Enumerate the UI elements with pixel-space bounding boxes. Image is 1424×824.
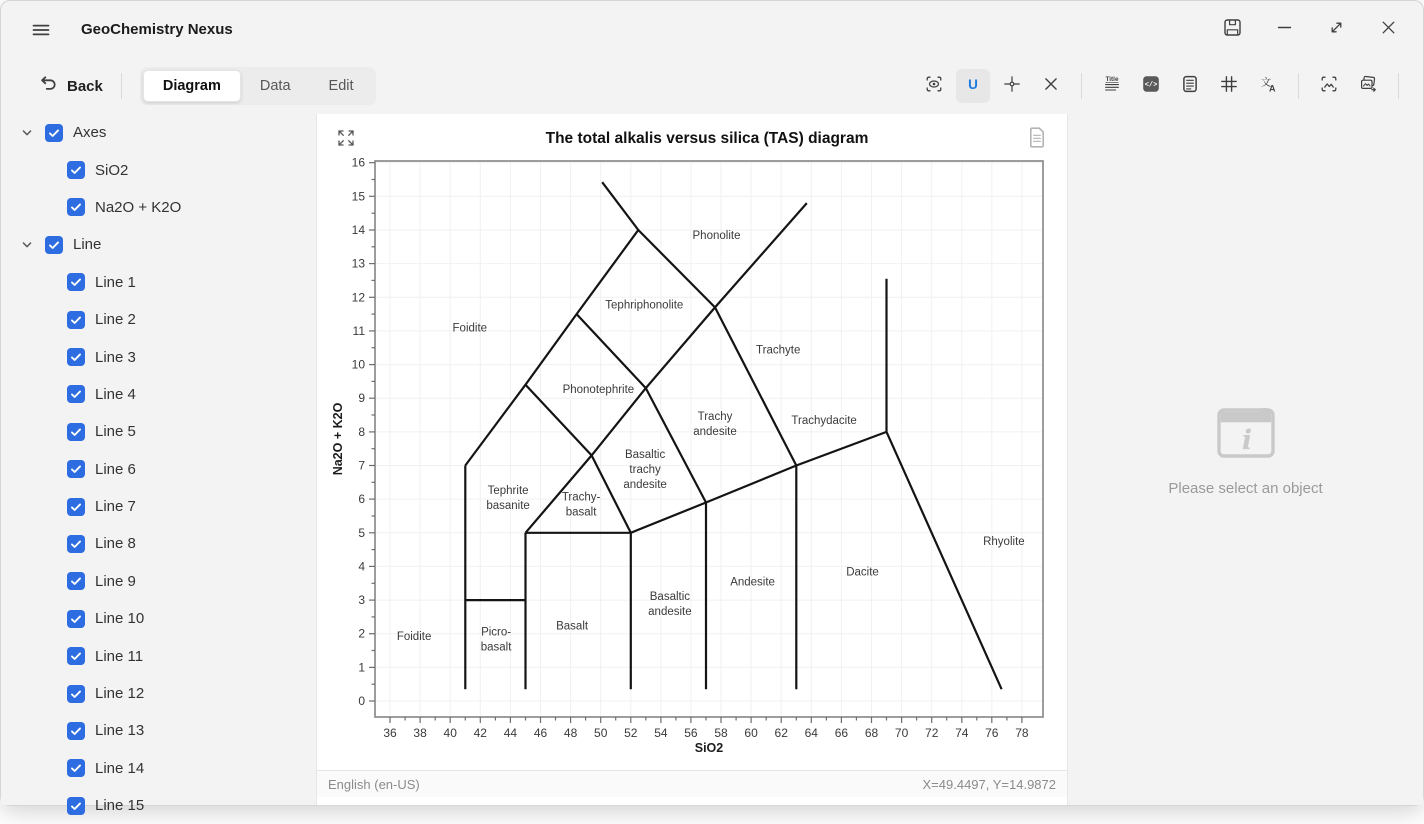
svg-text:1: 1 (358, 660, 365, 675)
tree-item-label: Line 3 (95, 348, 136, 366)
field-label-trachy-basalt: Trachy-basalt (561, 491, 601, 519)
crosshair-button[interactable] (995, 69, 1029, 103)
image-frame-icon (1320, 75, 1338, 98)
field-label-tephrite-basanite: Tephrite basanite (486, 485, 530, 512)
toolbar-tools (917, 69, 1407, 103)
remove-button[interactable] (1034, 69, 1068, 103)
svg-text:50: 50 (594, 726, 608, 740)
tas-boundary-line-11[interactable] (465, 182, 638, 465)
toolbar-divider (1298, 73, 1299, 99)
template-document-icon[interactable] (1031, 128, 1043, 147)
field-label-basalt: Basalt (556, 620, 589, 633)
svg-text:4: 4 (358, 559, 365, 574)
checkbox[interactable] (67, 311, 85, 329)
toolbar-divider (1398, 73, 1399, 99)
inspector-panel (1068, 114, 1423, 805)
svg-text:66: 66 (834, 726, 849, 740)
field-label-trachy-andesite: Trachy andesite (693, 410, 737, 438)
checkbox[interactable] (67, 273, 85, 291)
tree-item-label: Line 10 (95, 610, 145, 628)
field-label-phonotephrite: Phonotephrite (562, 383, 635, 396)
checkbox[interactable] (67, 348, 85, 366)
checkbox[interactable] (67, 385, 85, 403)
save-icon (1224, 19, 1241, 41)
svg-text:42: 42 (473, 726, 487, 740)
tab-diagram[interactable]: Diagram (143, 70, 241, 102)
svg-text:56: 56 (684, 726, 698, 740)
eye-frame-icon (925, 75, 943, 98)
translate-icon (1259, 75, 1277, 98)
svg-text:10: 10 (351, 357, 365, 372)
tab-edit[interactable]: Edit (328, 78, 354, 94)
tree-item-label: Line 4 (95, 385, 136, 403)
svg-text:70: 70 (894, 726, 909, 740)
grid-icon (1220, 75, 1238, 98)
svg-text:58: 58 (714, 726, 728, 740)
svg-text:62: 62 (774, 726, 788, 740)
toolbar-divider (1081, 73, 1082, 99)
tree-item-label: Line (73, 236, 102, 254)
sidebar-item-line-3[interactable] (1, 338, 316, 375)
tree-item-label: Axes (73, 124, 107, 142)
photos-icon (1359, 75, 1377, 98)
svg-text:2: 2 (358, 626, 365, 641)
preview-button[interactable] (917, 69, 951, 103)
svg-text:8: 8 (358, 424, 365, 439)
save-button[interactable] (1215, 15, 1249, 45)
sidebar-item-line-14[interactable] (1, 750, 316, 787)
svg-text:文: 文 (1260, 75, 1272, 88)
sidebar-item-line-7[interactable] (1, 488, 316, 525)
language-indicator: English (en-US) (328, 776, 420, 792)
sidebar-item-line-1[interactable] (1, 264, 316, 301)
tas-diagram-canvas[interactable] (317, 114, 1069, 775)
chart-title: The total alkalis versus silica (TAS) diagram (545, 130, 869, 147)
tree-item-label: Line 9 (95, 572, 136, 590)
close-button[interactable] (1371, 15, 1405, 45)
sidebar-item-axes[interactable] (1, 114, 316, 151)
tab-data[interactable]: Data (259, 78, 291, 94)
svg-text:5: 5 (358, 525, 365, 540)
back-button-label: Back (67, 77, 103, 95)
checkbox[interactable] (67, 647, 85, 665)
svg-text:68: 68 (864, 726, 879, 740)
grid-tool-button[interactable] (1212, 69, 1246, 103)
checkbox[interactable] (67, 610, 85, 628)
tree-item-label: Line 14 (95, 759, 145, 777)
field-label-tephriphonolite: Tephriphonolite (605, 299, 684, 312)
back-button[interactable] (39, 74, 103, 98)
checkbox[interactable] (67, 198, 85, 216)
snap-u-button[interactable] (956, 69, 990, 103)
minimize-button[interactable] (1267, 15, 1301, 45)
svg-text:</>: </> (1144, 81, 1158, 90)
list-tool-button[interactable] (1173, 69, 1207, 103)
chevron-down-icon[interactable] (21, 238, 35, 252)
svg-text:3: 3 (358, 593, 365, 608)
tas-diagram[interactable] (317, 114, 1069, 770)
close-x-icon (1042, 75, 1060, 98)
checkbox[interactable] (67, 685, 85, 703)
svg-text:16: 16 (351, 155, 365, 170)
tas-boundary-line-9[interactable] (887, 432, 1002, 689)
document-lines-icon (1181, 75, 1199, 98)
tree-item-label: Na2O + K2O (95, 198, 182, 216)
close-icon (1380, 19, 1397, 41)
diagram-panel (316, 114, 1068, 805)
sidebar-item-sio2[interactable] (1, 151, 316, 188)
y-axis-title: Na2O + K2O (331, 402, 345, 476)
svg-text:38: 38 (413, 726, 427, 740)
layers-sidebar (1, 114, 316, 815)
field-label-basaltic-andesite: Basaltic andesite (648, 590, 692, 618)
svg-text:7: 7 (358, 458, 365, 473)
svg-text:13: 13 (351, 256, 365, 271)
svg-text:60: 60 (744, 726, 758, 740)
svg-text:52: 52 (624, 726, 638, 740)
expand-diagram-icon[interactable] (339, 131, 353, 145)
svg-text:64: 64 (804, 726, 818, 740)
svg-text:A: A (1269, 83, 1276, 94)
field-label-trachydacite: Trachydacite (791, 415, 857, 428)
sidebar-item-line-8[interactable] (1, 525, 316, 562)
field-label-picro-basalt: Picro-basalt (480, 626, 512, 654)
field-label-andesite: Andesite (730, 576, 775, 589)
maximize-icon (1328, 19, 1345, 41)
svg-text:Title: Title (1105, 75, 1119, 83)
crosshair-icon (1003, 75, 1021, 98)
svg-text:48: 48 (563, 726, 578, 740)
tree-item-label: Line 2 (95, 311, 136, 329)
field-label-foidite: Foidite (452, 322, 488, 335)
checkbox[interactable] (67, 460, 85, 478)
checkbox[interactable] (67, 535, 85, 553)
window-controls (1215, 15, 1405, 45)
code-tool-button[interactable] (1134, 69, 1168, 103)
title-icon (1103, 75, 1121, 98)
tree-item-label: Line 7 (95, 498, 136, 516)
export-image-button[interactable] (1351, 69, 1385, 103)
minimize-icon (1276, 19, 1293, 41)
sidebar-item-line-13[interactable] (1, 712, 316, 749)
status-bar (317, 770, 1067, 797)
svg-text:78: 78 (1015, 726, 1029, 740)
letter-u-icon (964, 75, 982, 98)
svg-text:11: 11 (352, 323, 365, 338)
cursor-coordinates: X=49.4497, Y=14.9872 (922, 776, 1056, 792)
field-label-trachyte: Trachyte (756, 344, 801, 357)
svg-text:36: 36 (383, 726, 397, 740)
tree-item-label: SiO2 (95, 161, 129, 179)
svg-text:U: U (968, 76, 978, 92)
tree-item-label: Line 8 (95, 535, 136, 553)
checkbox[interactable] (67, 759, 85, 777)
sidebar-item-na2o-k2o[interactable] (1, 189, 316, 226)
code-icon (1142, 75, 1160, 98)
tree-item-label: Line 12 (95, 685, 145, 703)
sidebar-item-line-6[interactable] (1, 451, 316, 488)
maximize-button[interactable] (1319, 15, 1353, 45)
tree-item-label: Line 11 (95, 647, 144, 665)
svg-text:15: 15 (351, 189, 365, 204)
svg-text:0: 0 (358, 694, 365, 708)
tas-boundary-line-8[interactable] (631, 432, 887, 533)
chevron-down-icon[interactable] (21, 126, 35, 140)
svg-text:6: 6 (358, 492, 365, 507)
svg-text:i: i (1241, 425, 1252, 456)
field-label-dacite: Dacite (846, 566, 879, 579)
field-label-foidite: Foidite (396, 631, 432, 644)
checkbox[interactable] (67, 161, 85, 179)
svg-text:40: 40 (443, 726, 457, 740)
field-label-rhyolite: Rhyolite (983, 536, 1025, 549)
tree-item-label: Line 1 (95, 273, 136, 291)
tree-item-label: Line 5 (95, 423, 136, 441)
sidebar-item-line-4[interactable] (1, 376, 316, 413)
sidebar-item-line-12[interactable] (1, 675, 316, 712)
tree-item-label: Line 15 (95, 797, 145, 815)
svg-text:76: 76 (985, 726, 999, 740)
tree-item-label: Line 13 (95, 722, 145, 740)
checkbox[interactable] (67, 797, 85, 815)
sidebar-item-line-10[interactable] (1, 600, 316, 637)
svg-text:72: 72 (925, 726, 939, 740)
x-axis-title: SiO2 (694, 741, 724, 755)
checkbox[interactable] (67, 722, 85, 740)
svg-text:44: 44 (503, 726, 518, 740)
checkbox[interactable] (45, 236, 63, 254)
svg-text:54: 54 (654, 726, 668, 740)
tree-item-label: Line 6 (95, 460, 136, 478)
svg-text:74: 74 (955, 726, 969, 740)
sidebar-item-line-5[interactable] (1, 413, 316, 450)
sidebar-item-line[interactable] (1, 226, 316, 263)
svg-text:9: 9 (358, 391, 365, 406)
sidebar-item-line-15[interactable] (1, 787, 316, 824)
toolbar-divider (121, 73, 122, 99)
field-label-phonolite: Phonolite (692, 230, 741, 242)
hamburger-menu-icon[interactable] (23, 13, 59, 47)
toolbar (1, 58, 1423, 114)
content-area (1, 114, 1423, 815)
translate-tool-button[interactable] (1251, 69, 1285, 103)
checkbox[interactable] (67, 572, 85, 590)
checkbox[interactable] (67, 423, 85, 441)
checkbox[interactable] (45, 124, 63, 142)
sidebar-item-line-11[interactable] (1, 637, 316, 674)
svg-text:14: 14 (351, 223, 365, 237)
undo-arrow-icon (39, 74, 58, 98)
title-tool-button[interactable] (1095, 69, 1129, 103)
app-title: GeoChemistry Nexus (81, 21, 233, 38)
sidebar-item-line-9[interactable] (1, 563, 316, 600)
sidebar-item-line-2[interactable] (1, 301, 316, 338)
title-bar (1, 1, 1423, 58)
svg-text:46: 46 (533, 726, 548, 740)
inspector-placeholder-text: Please select an object (1168, 480, 1323, 497)
checkbox[interactable] (67, 498, 85, 516)
field-label-basaltic-trachy-andesite: Basaltic trachy andesite (623, 448, 667, 491)
svg-text:12: 12 (351, 290, 365, 305)
fit-view-button[interactable] (1312, 69, 1346, 103)
view-tabs (140, 67, 376, 105)
info-window-icon (1216, 407, 1276, 466)
